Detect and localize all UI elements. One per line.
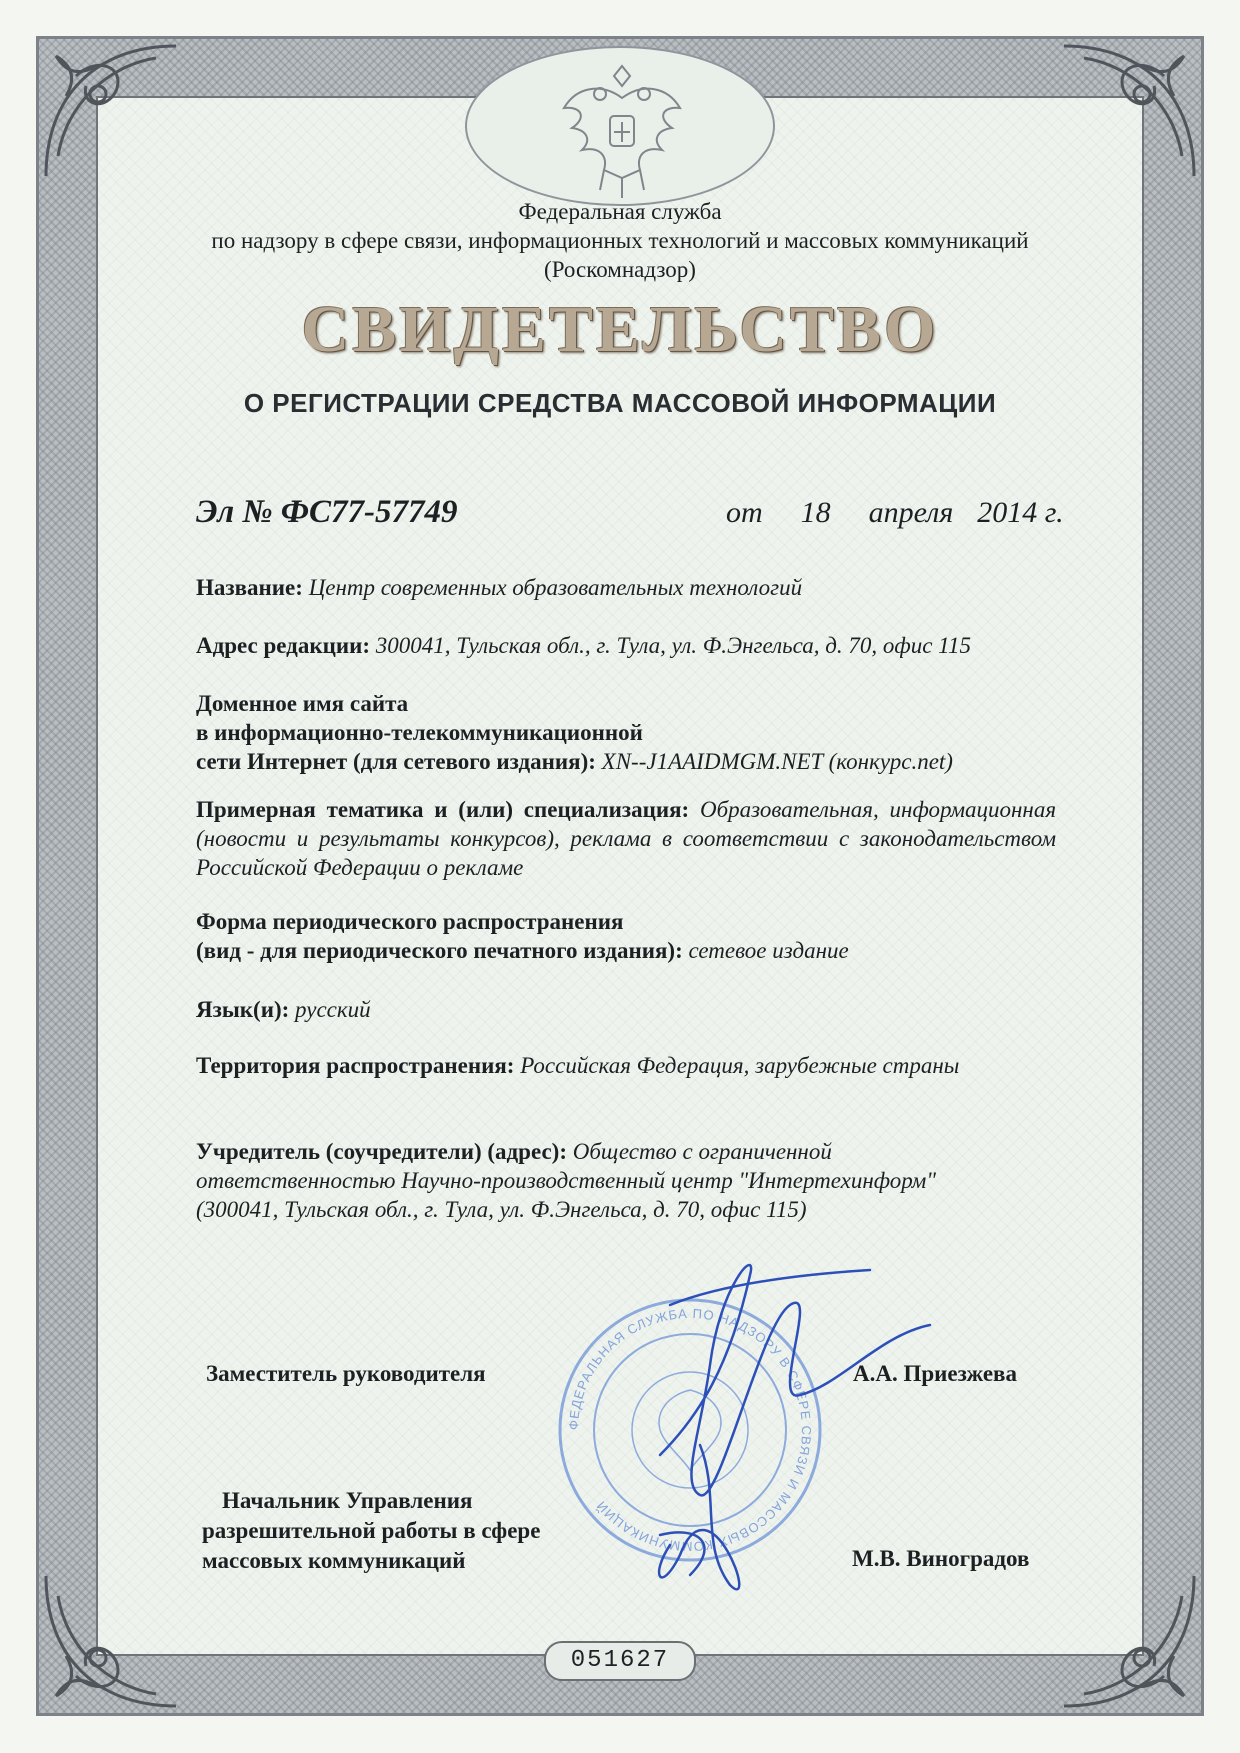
field-value: 300041, Тульская обл., г. Тула, ул. Ф.Энгельса, д. 70, офис 115 — [375, 633, 971, 658]
agency-header — [0, 197, 1240, 284]
field-label: Язык(и): — [196, 997, 290, 1022]
field-label: сети Интернет (для сетевого издания): — [196, 749, 596, 774]
field-topic — [196, 795, 1056, 882]
field-domain — [196, 689, 1056, 776]
serial-number: 051627 — [544, 1641, 696, 1681]
head-title — [202, 1486, 540, 1576]
field-territory — [196, 1051, 1016, 1080]
field-label: (вид - для периодического печатного издания): — [196, 938, 683, 963]
field-address — [196, 631, 1056, 660]
date-prefix: от — [726, 496, 763, 529]
registration-number: Эл № ФС77-57749 — [196, 494, 458, 530]
field-name — [196, 573, 1056, 602]
corner-ornament — [1054, 36, 1204, 186]
field-label: Доменное имя сайта — [196, 691, 409, 716]
field-label: Учредитель (соучредители) (адрес): — [196, 1139, 567, 1164]
field-label: Примерная тематика и (или) специализация: — [196, 797, 690, 822]
date-month: апреля — [868, 496, 954, 529]
field-founder — [196, 1137, 1016, 1224]
field-value: Образовательная, информационная (новости и результаты конкурсов), реклама в соответствии с законодательством Российской Федерации о рекламе — [196, 797, 1057, 880]
field-label: Форма периодического распространения — [196, 909, 624, 934]
field-language — [196, 995, 1056, 1024]
deputy-title: Заместитель руководителя — [206, 1361, 486, 1386]
field-label: Территория распространения: — [196, 1053, 515, 1078]
field-value: русский — [295, 997, 371, 1022]
certificate-subtitle: О РЕГИСТРАЦИИ СРЕДСТВА МАССОВОЙ ИНФОРМАЦИИ — [243, 388, 997, 418]
head-title-line: Начальник Управления — [222, 1488, 473, 1513]
corner-ornament — [1054, 1566, 1204, 1716]
registration-date — [726, 496, 1064, 530]
field-value: XN--J1AAIDMGM.NET (конкурс.net) — [601, 749, 953, 774]
field-form — [196, 907, 1056, 965]
field-value: Общество с ограниченной ответственностью Научно-производственный центр "Интертехинформ" (300041, Тульская обл., г. Тула, ул. Ф.Энгельса, д. 70, офис 115) — [196, 1139, 936, 1222]
head-title-line: массовых коммуникаций — [202, 1548, 466, 1573]
agency-line: по надзору в сфере связи, информационных технологий и массовых коммуникаций — [211, 228, 1029, 253]
corner-ornament — [36, 36, 186, 186]
seal-text: ФЕДЕРАЛЬНАЯ СЛУЖБА ПО НАДЗОРУ В СФЕРЕ СВЯЗИ И МАССОВЫХ КОММУНИКАЦИЙ — [565, 1305, 815, 1555]
corner-ornament — [36, 1566, 186, 1716]
field-label: Адрес редакции: — [196, 633, 370, 658]
agency-line: (Роскомнадзор) — [544, 257, 696, 282]
head-title-line: разрешительной работы в сфере — [202, 1518, 541, 1543]
deputy-name: А.А. Приезжева — [853, 1361, 1017, 1386]
field-value: Российская Федерация, зарубежные страны — [520, 1053, 960, 1078]
head-name: М.В. Виноградов — [852, 1546, 1030, 1571]
field-label: Название: — [196, 575, 303, 600]
certificate-title: СВИДЕТЕЛЬСТВО — [301, 293, 939, 366]
agency-line: Федеральная служба — [518, 199, 722, 224]
date-day: 18 — [800, 496, 831, 529]
field-value: Центр современных образовательных технологий — [308, 575, 803, 600]
field-value: сетевое издание — [688, 938, 849, 963]
coat-of-arms-icon — [542, 58, 702, 208]
field-label: в информационно-телекоммуникационной — [196, 720, 643, 745]
date-year: 2014 г. — [977, 496, 1064, 529]
